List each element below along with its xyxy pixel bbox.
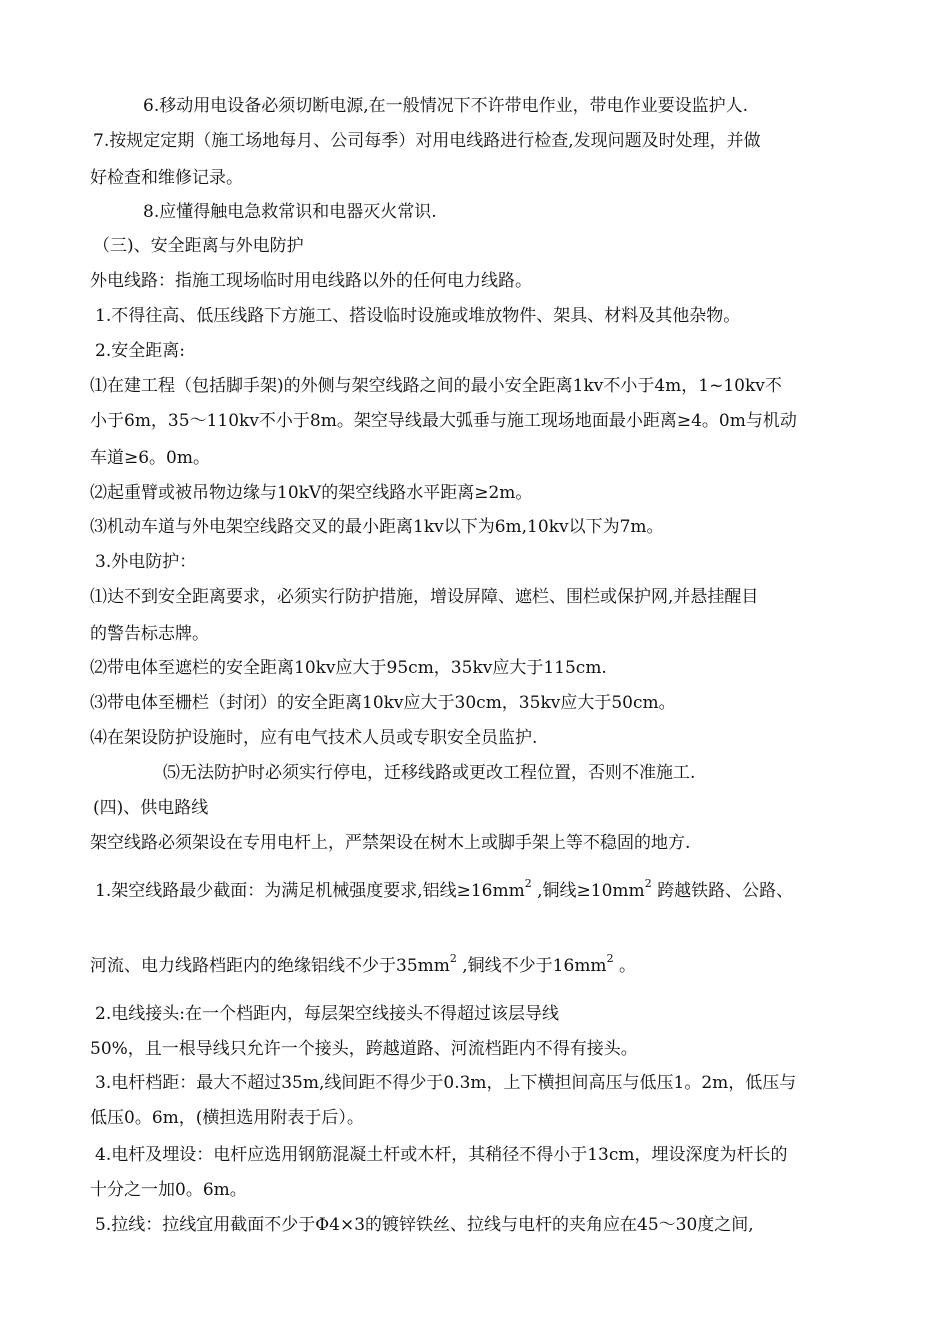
text-line: 好检查和维修记录。 [90,168,243,188]
text-line: 5.拉线：拉线宜用截面不少于Φ4×3的镀锌铁丝、拉线与电杆的夹角应在45～30度之间, [95,1215,754,1235]
superscript: 2 [524,877,532,890]
text-run: 。 [613,956,636,976]
superscript: 2 [606,952,614,965]
superscript: 2 [449,952,457,965]
text-line: 7.按规定定期（施工场地每月、公司每季）对用电线路进行检查,发现问题及时处理，并做 [93,131,761,151]
text-line: ⑶机动车道与外电架空线路交叉的最小距离1kv以下为6m,10kv以下为7m。 [90,517,664,537]
text-line: ⑶带电体至栅栏（封闭）的安全距离10kv应大于30cm，35kv应大于50cm。 [90,693,676,713]
text-line: 3.电杆档距：最大不超过35m,线间距不得少于0.3m，上下横担间高压与低压1。2m，低压与 [95,1073,797,1093]
text-line-with-superscript [90,952,636,977]
text-line: ⑵起重臂或被吊物边缘与10kV的架空线路水平距离≥2m。 [90,483,533,503]
text-run: ,铜线≥10mm [531,881,645,901]
text-line: ⑴达不到安全距离要求，必须实行防护措施，增设屏障、遮栏、围栏或保护网,并悬挂醒目 [90,587,759,607]
text-line: 1.不得往高、低压线路下方施工、搭设临时设施或堆放物件、架具、材料及其他杂物。 [95,306,741,326]
superscript: 2 [644,877,652,890]
section-heading: (四)、供电路线 [93,798,209,818]
text-run: 河流、电力线路档距内的绝缘铝线不少于35mm [90,956,450,976]
text-line: 50%，且一根导线只允许一个接头，跨越道路、河流档距内不得有接头。 [90,1039,638,1059]
text-run: 跨越铁路、公路、 [651,881,794,901]
text-line-with-superscript [95,877,794,902]
text-line: 外电线路：指施工现场临时用电线路以外的任何电力线路。 [90,271,532,291]
text-line: 2.电线接头:在一个档距内，每层架空线接头不得超过该层导线 [95,1004,559,1024]
text-line: 小于6m，35～110kv不小于8m。架空导线最大弧垂与施工现场地面最小距离≥4。0m与机动 [90,411,797,431]
text-line: ⑵带电体至遮栏的安全距离10kv应大于95cm，35kv应大于115cm. [90,658,607,678]
text-run: 1.架空线路最少截面：为满足机械强度要求,铝线≥16mm [95,881,525,901]
text-line: 十分之一加0。6m。 [90,1180,247,1200]
text-line: ⑴在建工程（包括脚手架)的外侧与架空线路之间的最小安全距离1kv不小于4m，1~10kv不 [90,376,782,396]
text-line: 架空线路必须架设在专用电杆上，严禁架设在树木上或脚手架上等不稳固的地方. [90,833,691,853]
text-line: 4.电杆及埋设：电杆应选用钢筋混凝土杆或木杆，其稍径不得小于13cm，埋设深度为杆长的 [95,1145,788,1165]
text-line: 低压0。6m，(横担选用附表于后）。 [90,1108,364,1128]
text-line: 的警告标志牌。 [90,624,209,644]
text-line: 2.安全距离: [95,341,185,361]
section-heading: （三)、安全距离与外电防护 [93,236,304,256]
text-line: ⑸无法防护时必须实行停电，迁移线路或更改工程位置，否则不准施工. [163,763,696,783]
text-line: 6.移动用电设备必须切断电源,在一般情况下不许带电作业，带电作业要设监护人. [143,96,749,116]
text-line: 3.外电防护： [95,552,197,572]
text-line: ⑷在架设防护设施时，应有电气技术人员或专职安全员监护. [90,728,538,748]
text-line: 8.应懂得触电急救常识和电器灭火常识. [143,202,437,222]
text-run: ,铜线不少于16mm [456,956,607,976]
text-line: 车道≥6。0m。 [90,448,210,468]
